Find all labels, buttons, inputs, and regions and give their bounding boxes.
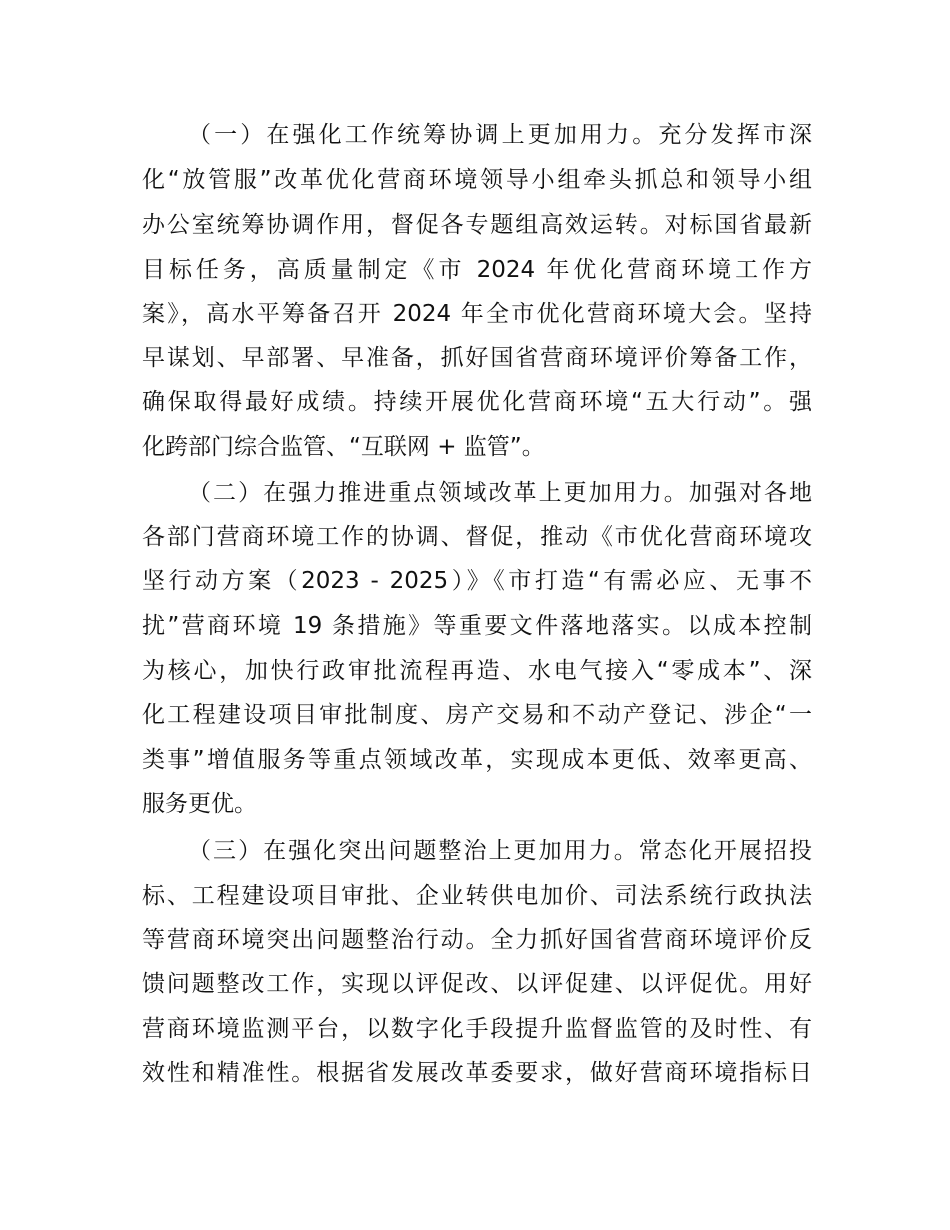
paragraph-line: 早谋划、早部署、早准备，抓好国省营商环境评价筹备工作， — [142, 345, 812, 371]
paragraph-line: 类事”增值服务等重点领域改革，实现成本更低、效率更高、 — [142, 747, 812, 773]
paragraph-line: 效性和精准性。根据省发展改革委要求，做好营商环境指标日 — [142, 1060, 812, 1086]
paragraph-line: 馈问题整改工作，实现以评促改、以评促建、以评促优。用好 — [142, 971, 812, 997]
paragraph-line: 营商环境监测平台，以数字化手段提升监督监管的及时性、有 — [142, 1016, 812, 1042]
paragraph-line: 目标任务，高质量制定《市 2024 年优化营商环境工作方 — [142, 257, 812, 283]
paragraph-line: 案》，高水平筹备召开 2024 年全市优化营商环境大会。坚持 — [142, 301, 812, 327]
paragraph-line: 等营商环境突出问题整治行动。全力抓好国省营商环境评价反 — [142, 927, 812, 953]
paragraph-line: （二）在强力推进重点领域改革上更加用力。加强对各地 — [188, 480, 812, 506]
paragraph-line: （三）在强化突出问题整治上更加用力。常态化开展招投 — [188, 838, 812, 864]
paragraph-line: 坚行动方案（2023 - 2025）》《市打造“有需必应、无事不 — [142, 568, 812, 594]
paragraph-line: 为核心，加快行政审批流程再造、水电气接入“零成本”、深 — [142, 658, 812, 684]
paragraph-line: 标、工程建设项目审批、企业转供电加价、司法系统行政执法 — [142, 883, 812, 909]
paragraph-line: 化跨部门综合监管、“互联网 + 监管”。 — [142, 434, 545, 460]
paragraph-line: 化工程建设项目审批制度、房产交易和不动产登记、涉企“一 — [142, 702, 812, 728]
paragraph-line: 各部门营商环境工作的协调、督促，推动《市优化营商环境攻 — [142, 524, 812, 550]
paragraph-line: （一）在强化工作统筹协调上更加用力。充分发挥市深 — [188, 122, 812, 148]
paragraph-line: 化“放管服”改革优化营商环境领导小组牵头抓总和领导小组 — [142, 167, 812, 193]
paragraph-line: 办公室统筹协调作用，督促各专题组高效运转。对标国省最新 — [142, 212, 812, 238]
paragraph-line: 服务更优。 — [142, 791, 257, 817]
paragraph-line: 扰”营商环境 19 条措施》等重要文件落地落实。以成本控制 — [142, 613, 812, 639]
paragraph-line: 确保取得最好成绩。持续开展优化营商环境“五大行动”。强 — [142, 389, 812, 415]
